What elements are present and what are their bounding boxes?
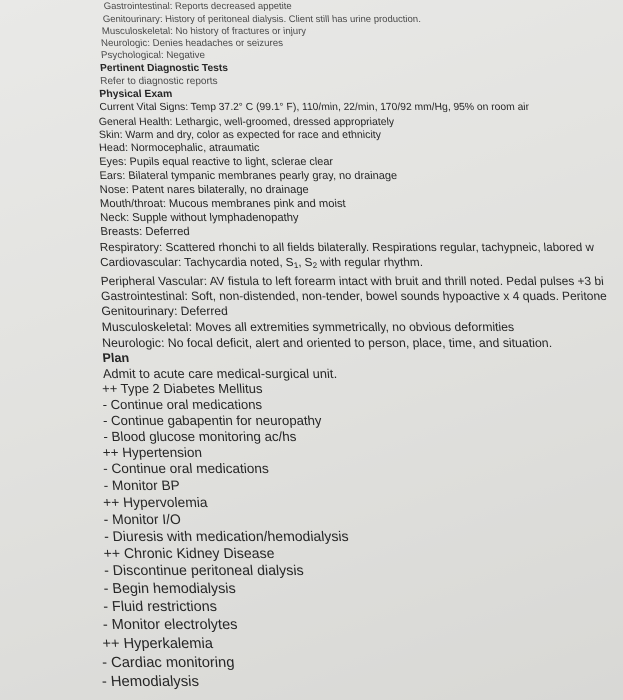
neck: Neck: Supple without lymphadenopathy — [99, 212, 300, 224]
exam-musculoskeletal: Musculoskeletal: Moves all extremities symmetrically, no obvious deformities — [101, 320, 515, 334]
plan-line: - Continue oral medications — [101, 397, 263, 412]
plan-line: - Discontinue peritoneal dialysis — [103, 563, 305, 579]
plan-line: ++ Hypervolemia — [102, 495, 209, 510]
plan-line: - Blood glucose monitoring ac/hs — [102, 429, 297, 444]
cardiovascular-suffix: with regular rhythm. — [316, 256, 424, 269]
plan-line: ++ Hyperkalemia — [101, 636, 214, 652]
skin: Skin: Warm and dry, color as expected for race and ethnicity — [98, 129, 382, 141]
physical-exam-heading: Physical Exam — [98, 89, 173, 100]
ros-gastrointestinal: Gastrointestinal: Reports decreased appetite — [103, 1, 293, 12]
mouth-throat: Mouth/throat: Mucous membranes pink and moist — [99, 198, 347, 210]
vital-signs: Current Vital Signs: Temp 37.2° C (99.1° F), 110/min, 22/min, 170/92 mm/Hg, 95% on room air — [99, 102, 530, 113]
breasts: Breasts: Deferred — [99, 226, 191, 238]
cardiovascular-prefix: Cardiovascular: Tachycardia noted, S — [99, 256, 295, 269]
ros-genitourinary: Genitourinary: History of peritoneal dialysis. Client still has urine production. — [102, 14, 422, 25]
plan-line: - Diuresis with medication/hemodialysis — [103, 528, 350, 544]
diagnostic-tests-heading: Pertinent Diagnostic Tests — [99, 63, 229, 74]
plan-line: ++ Type 2 Diabetes Mellitus — [101, 381, 264, 396]
exam-neurologic: Neurologic: No focal deficit, alert and oriented to person, place, time, and situation. — [101, 336, 553, 350]
plan-line: - Cardiac monitoring — [101, 655, 236, 671]
plan-line: - Hemodialysis — [101, 674, 200, 690]
exam-gastrointestinal: Gastrointestinal: Soft, non-distended, non-tender, bowel sounds hypoactive x 4 quads. Peritone — [100, 289, 608, 303]
head: Head: Normocephalic, atraumatic — [98, 142, 260, 154]
plan-line: ++ Chronic Kidney Disease — [102, 545, 276, 561]
diagnostic-tests-text: Refer to diagnostic reports — [99, 76, 219, 87]
ros-neurologic: Neurologic: Denies headaches or seizures — [100, 38, 284, 49]
ros-musculoskeletal: Musculoskeletal: No history of fractures or injury — [101, 26, 307, 37]
s2-subscript: 2 — [312, 261, 318, 271]
plan-line: - Continue oral medications — [102, 461, 270, 476]
cardiovascular — [100, 257, 424, 269]
eyes: Eyes: Pupils equal reactive to light, sclerae clear — [98, 156, 334, 168]
plan-line: - Monitor I/O — [102, 511, 182, 527]
cardiovascular-mid: , S — [297, 256, 313, 269]
plan-line: Admit to acute care medical-surgical unit. — [102, 366, 338, 381]
peripheral-vascular: Peripheral Vascular: AV fistula to left forearm intact with bruit and thrill noted. Pedal pulses +3 bi — [100, 274, 605, 288]
plan-line: - Monitor BP — [102, 478, 181, 493]
nose: Nose: Patent nares bilaterally, no drainage — [99, 184, 310, 196]
respiratory: Respiratory: Scattered rhonchi to all fields bilaterally. Respirations regular, tachypneic, labored w — [99, 241, 595, 254]
exam-genitourinary: Genitourinary: Deferred — [100, 304, 229, 318]
plan-line: - Monitor electrolytes — [102, 617, 239, 633]
ears: Ears: Bilateral tympanic membranes pearly gray, no drainage — [99, 170, 398, 182]
plan-heading: Plan — [101, 351, 130, 365]
plan-line: - Fluid restrictions — [102, 599, 218, 615]
plan-line: ++ Hypertension — [102, 445, 203, 460]
ros-psychological: Psychological: Negative — [100, 50, 206, 61]
plan-line: - Continue gabapentin for neuropathy — [102, 413, 323, 428]
plan-line: - Begin hemodialysis — [103, 581, 237, 597]
general-health: General Health: Lethargic, well-groomed, dressed appropriately — [98, 116, 395, 128]
s1-subscript: 1 — [293, 261, 299, 271]
